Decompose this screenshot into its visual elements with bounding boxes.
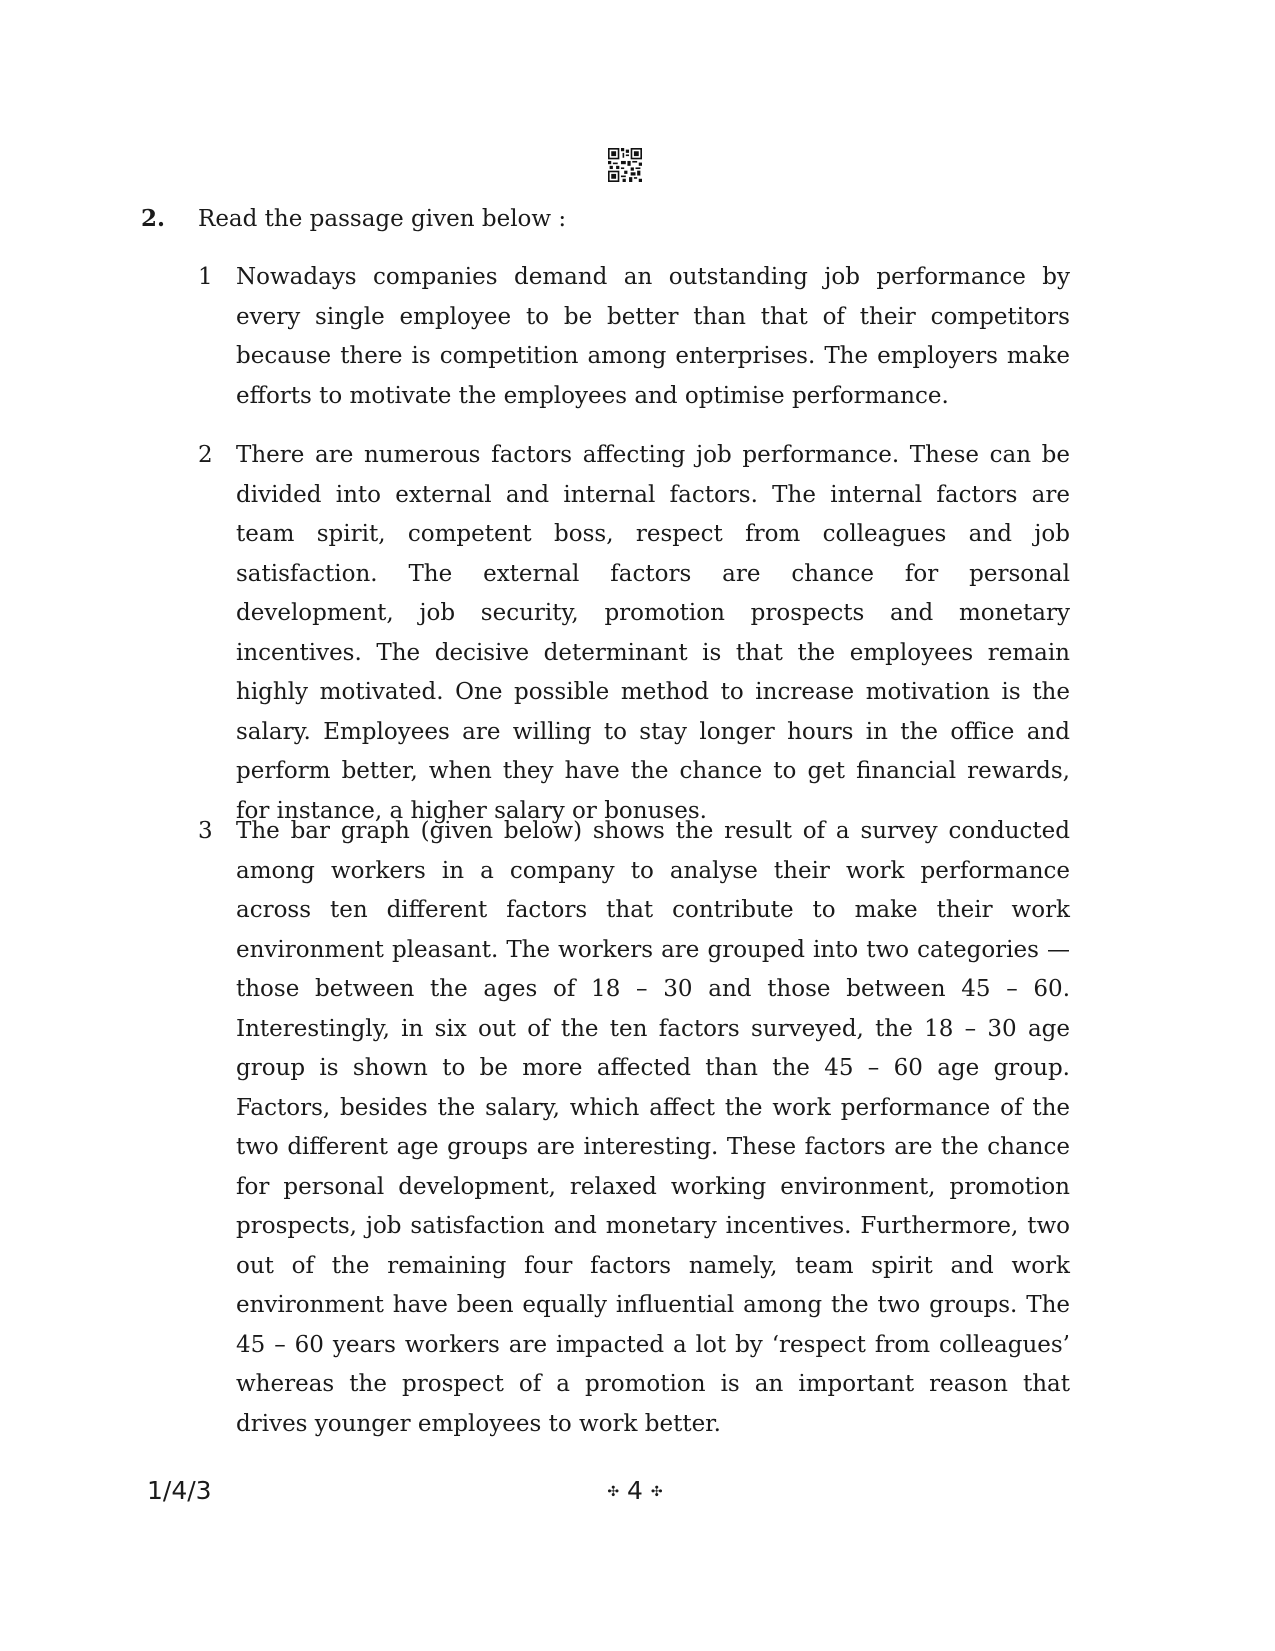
paragraph-text: The bar graph (given below) shows the result of a survey conducted among workers in a company to analyse their work performance across ten different factors that contribute to make their work environment pleasant. The workers are grouped into two categories — those between the ages of 18 – 30 and those between 45 – 60. Interestingly, in six out of the ten factors surveyed, the 18 – 30 age group is shown to be more affected than the 45 – 60 age group. Factors, besides the salary, which affect the work performance of the two different age groups are interesting. These factors are the chance for personal development, relaxed working environment, promotion prospects, job satisfaction and monetary incentives. Furthermore, two out of the remaining four factors namely, team spirit and work environment have been equally influential among the two groups. The 45 – 60 years workers are impacted a lot by ‘respect from colleagues’ whereas the prospect of a promotion is an important reason that drives younger employees to work better. <box>236 818 1070 1437</box>
ornament-left-icon: ✣ <box>607 1484 620 1500</box>
page-number: 4 <box>627 1476 643 1505</box>
paragraph-number: 1 <box>198 264 213 290</box>
paper-code: 1/4/3 <box>147 1476 212 1505</box>
paragraph-number: 3 <box>198 818 213 844</box>
paragraph-text: There are numerous factors affecting job performance. These can be divided into external and internal factors. The internal factors are team spirit, competent boss, respect from colleagues and job satisfaction. The external factors are chance for personal development, job security, promotion prospects and monetary incentives. The decisive determinant is that the employees remain highly motivated. One possible method to increase motivation is the salary. Employees are willing to stay longer hours in the office and perform better, when they have the chance to get financial rewards, for instance, a higher salary or bonuses. <box>236 442 1070 824</box>
ornament-right-icon: ✣ <box>650 1484 663 1500</box>
paragraph-text: Nowadays companies demand an outstanding job performance by every single employee to be better than that of their competitors because there is competition among enterprises. The employers make efforts to motivate the employees and optimise performance. <box>236 264 1070 409</box>
paragraph-number: 2 <box>198 442 213 468</box>
question-number: 2. <box>141 205 166 232</box>
question-prompt: Read the passage given below : <box>198 206 567 232</box>
qr-code-icon <box>608 148 642 182</box>
page-number-footer <box>590 1476 680 1507</box>
